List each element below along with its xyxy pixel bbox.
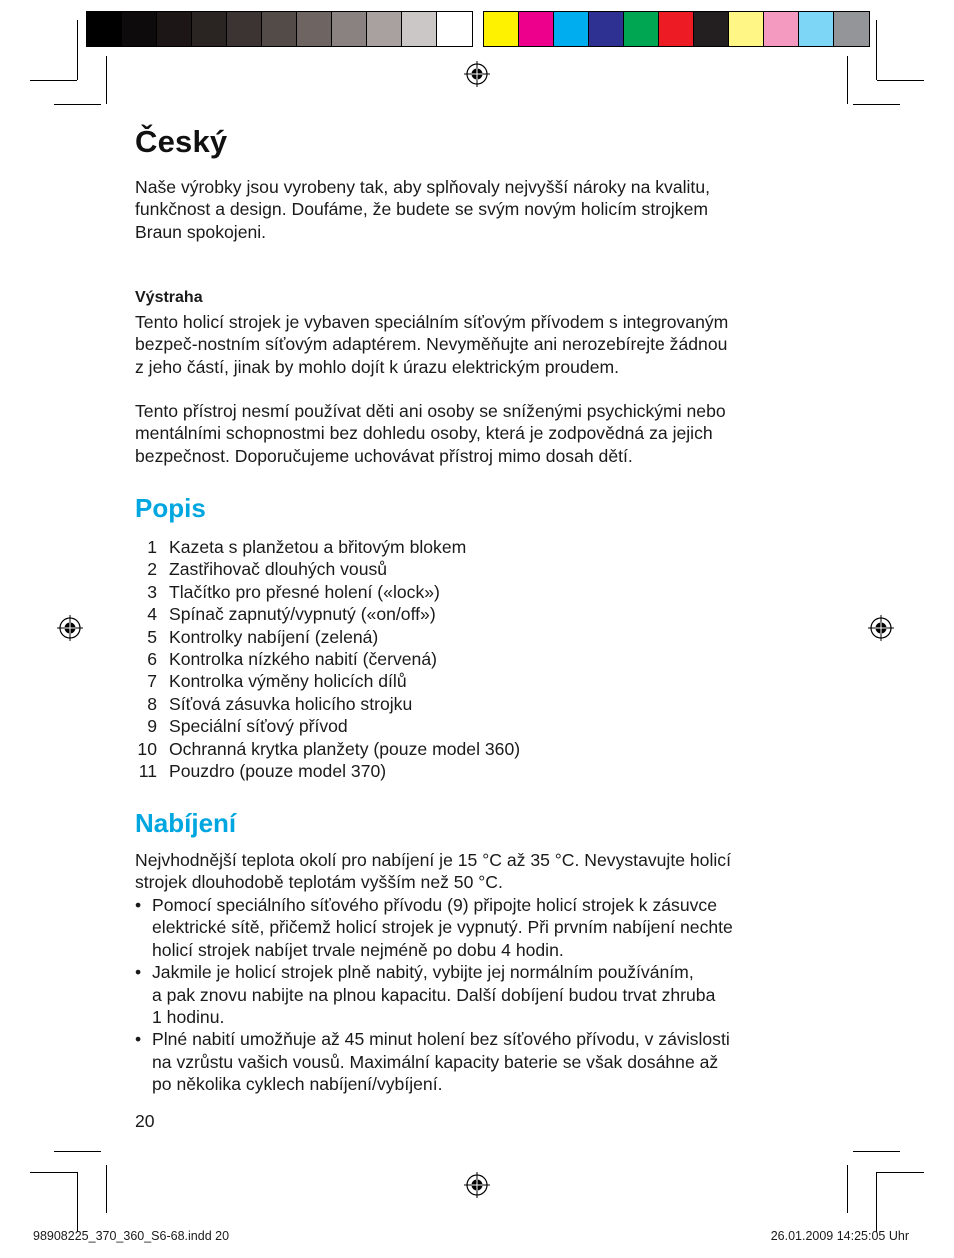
- bullet-icon: •: [135, 895, 142, 915]
- crop-mark: [877, 1172, 924, 1173]
- bullet-text: Plné nabití umožňuje až 45 minut holení bez síťového přívodu, v závislosti na vzrůstu vašich vousů. Maximální kapacity baterie se však dosáhne až po několika cyklech nabíjení/vybíjení.: [152, 1029, 730, 1095]
- registration-mark-icon: [868, 615, 894, 641]
- item-number: 10: [137, 738, 157, 759]
- color-swatch: [87, 12, 122, 46]
- page-number: 20: [135, 1111, 155, 1131]
- crop-mark: [853, 1151, 900, 1152]
- list-item: [135, 626, 520, 648]
- list-item: [135, 715, 520, 737]
- item-text: Síťová zásuvka holicího strojku: [169, 693, 413, 714]
- safety-paragraph: Tento přístroj nesmí používat děti ani osoby se sníženými psychickými nebo mentálními schopnostmi bez dohledu osoby, která je zodpovědná za jejich bezpečnost. Doporučujeme uchovávat přístroj mimo dosah dětí.: [135, 401, 726, 466]
- crop-mark: [77, 20, 78, 80]
- crop-mark: [876, 20, 877, 80]
- page-title: Český: [135, 124, 228, 159]
- item-number: 3: [147, 581, 157, 602]
- color-swatch: [519, 12, 554, 46]
- color-swatch: [484, 12, 519, 46]
- item-number: 1: [147, 537, 157, 557]
- color-swatch: [297, 12, 332, 46]
- warning-heading: Výstraha: [135, 289, 203, 306]
- item-number: 5: [147, 626, 157, 647]
- bullet-text: Jakmile je holicí strojek plně nabitý, vybijte jej normálním používáním, a pak znovu nabijte na plnou kapacitu. Další dobíjení budou trvat zhruba 1 hodinu.: [152, 962, 716, 1028]
- crop-mark: [106, 56, 107, 104]
- color-swatch: [192, 12, 227, 46]
- charging-intro: Nejvhodnější teplota okolí pro nabíjení je 15 °C až 35 °C. Nevystavujte holicí strojek dlouhodobě teplotám vyšším než 50 °C.: [135, 850, 731, 893]
- color-swatch: [764, 12, 799, 46]
- warning-paragraph: Tento holicí strojek je vybaven speciálním síťovým přívodem s integrovaným bezpeč-nostním síťovým adaptérem. Nevyměňujte ani nerozebírejte žádnou z jeho částí, jinak by mohlo dojít k úrazu elektrickým proudem.: [135, 312, 729, 377]
- bullet-item: [135, 894, 825, 961]
- color-swatch: [554, 12, 589, 46]
- item-number: 4: [147, 604, 157, 625]
- item-text: Kazeta s planžetou a břitovým blokem: [169, 537, 467, 557]
- item-number: 8: [147, 693, 157, 714]
- color-swatch: [367, 12, 402, 46]
- color-swatch: [262, 12, 297, 46]
- list-item: [135, 536, 520, 558]
- color-swatch: [122, 12, 157, 46]
- footer-filename: 98908225_370_360_S6-68.indd 20: [33, 1229, 230, 1243]
- list-item: [135, 738, 520, 760]
- bullet-text: Pomocí speciálního síťového přívodu (9) připojte holicí strojek k zásuvce elektrické sítě, přičemž holicí strojek je vypnutý. Při prvním nabíjení nechte holicí strojek nabíjet trvale nejméně po dobu 4 hodin.: [152, 895, 733, 960]
- crop-mark: [853, 104, 900, 105]
- description-heading: Popis: [135, 493, 206, 523]
- crop-mark: [54, 1151, 101, 1152]
- registration-mark-icon: [464, 1172, 490, 1198]
- color-swatch: [624, 12, 659, 46]
- color-swatch: [694, 12, 729, 46]
- color-swatch: [659, 12, 694, 46]
- registration-mark-icon: [464, 61, 490, 87]
- crop-mark: [30, 1172, 77, 1173]
- list-item: [135, 760, 520, 782]
- list-item: [135, 670, 520, 692]
- bullet-item: [135, 1028, 825, 1095]
- list-item: [135, 558, 520, 580]
- color-swatch: [834, 12, 869, 46]
- color-swatch: [157, 12, 192, 46]
- item-number: 9: [147, 716, 157, 737]
- list-item: [135, 693, 520, 715]
- color-swatch: [332, 12, 367, 46]
- crop-mark: [30, 80, 77, 81]
- color-swatch: [437, 12, 472, 46]
- item-number: 7: [147, 671, 157, 692]
- color-swatch: [227, 12, 262, 46]
- gray-calibration-bar: [86, 11, 473, 47]
- item-text: Zastřihovač dlouhých vousů: [169, 559, 388, 580]
- crop-mark: [877, 80, 924, 81]
- charging-bullet-list: [135, 894, 825, 1096]
- item-text: Kontrolka výměny holicích dílů: [169, 671, 407, 692]
- crop-mark: [77, 1172, 78, 1232]
- crop-mark: [54, 104, 101, 105]
- crop-mark: [847, 1165, 848, 1213]
- item-text: Ochranná krytka planžety (pouze model 360): [169, 738, 521, 759]
- registration-mark-icon: [57, 615, 83, 641]
- crop-mark: [106, 1165, 107, 1213]
- footer-datetime: 26.01.2009 14:25:05 Uhr: [770, 1229, 909, 1243]
- item-text: Kontrolka nízkého nabití (červená): [169, 649, 437, 670]
- item-text: Tlačítko pro přesné holení («lock»): [169, 581, 440, 602]
- item-number: 2: [147, 559, 157, 580]
- item-text: Speciální síťový přívod: [169, 716, 348, 737]
- item-number: 11: [138, 761, 157, 782]
- intro-paragraph: Naše výrobky jsou vyrobeny tak, aby splňovaly nejvyšší nároky na kvalitu, funkčnost a design. Doufáme, že budete se svým novým holicím strojkem Braun spokojeni.: [135, 177, 710, 242]
- color-swatch: [799, 12, 834, 46]
- list-item: [135, 648, 520, 670]
- bullet-icon: •: [135, 962, 142, 983]
- item-text: Kontrolky nabíjení (zelená): [169, 626, 379, 647]
- charging-heading: Nabíjení: [135, 808, 237, 838]
- list-item: [135, 603, 520, 625]
- item-number: 6: [147, 649, 157, 670]
- color-swatch: [589, 12, 624, 46]
- crop-mark: [847, 56, 848, 104]
- description-list: [135, 536, 520, 782]
- color-calibration-bar: [483, 11, 870, 47]
- item-text: Spínač zapnutý/vypnutý («on/off»): [169, 604, 436, 625]
- bullet-icon: •: [135, 1029, 142, 1050]
- color-swatch: [402, 12, 437, 46]
- color-swatch: [729, 12, 764, 46]
- list-item: [135, 581, 520, 603]
- bullet-item: [135, 961, 825, 1028]
- crop-mark: [876, 1172, 877, 1232]
- item-text: Pouzdro (pouze model 370): [169, 761, 387, 782]
